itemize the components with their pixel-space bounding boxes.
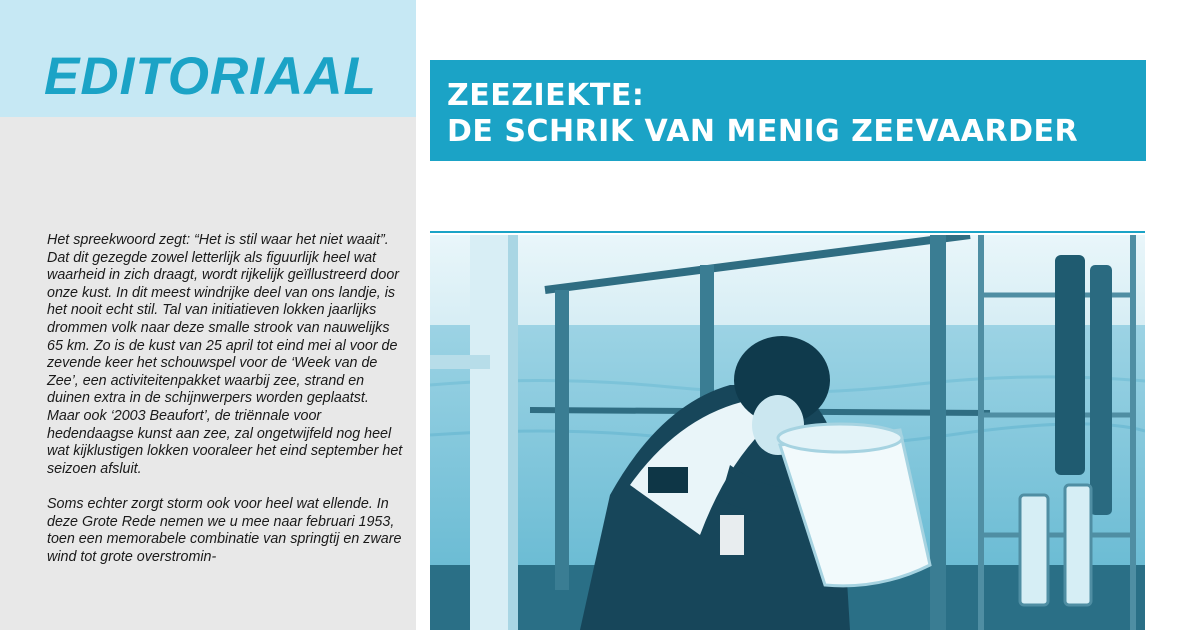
article-headline-box (430, 60, 1146, 161)
editorial-body (47, 232, 403, 584)
photo-illustration (430, 235, 1145, 630)
article-divider-rule (430, 231, 1145, 233)
article-headline-line-1: ZEEZIEKTE: (447, 78, 645, 113)
article-headline-line-2: DE SCHRIK VAN MENIG ZEEVAARDER (447, 114, 1079, 149)
editorial-paragraph-2: Soms echter zorgt storm ook voor heel wat ellende. In deze Grote Rede nemen we u mee naar februari 1953, toen een memorabele combinatie van springtij en zware wind tot grote overstromin- (47, 495, 402, 565)
editorial-paragraph-1: Het spreekwoord zegt: “Het is stil waar het niet waait”. Dat dit gezegde zowel letterlijk als figuurlijk heel wat waarheid in zich draagt, wordt rijkelijk geïllustreerd door onze kust. In dit meest windrijke deel van ons landje, is het nooit echt stil. Tal van initiatieven lokken jaarlijks drommen volk naar deze smalle strook van nauwelijks 65 km. Zo is de kust van 25 april tot eind mei al voor de zevende keer het schouwspel voor de ‘Week van de Zee’, een activiteitenpakket waarbij zee, strand en duinen extra in de schijnwerpers worden geplaatst. Maar ook ‘2003 Beaufort’, de triënnale voor hedendaagse kunst aan zee, zal ongetwijfeld nog heel wat kijklustigen lokken vooraleer het eind september het seizoen afsluit. (47, 232, 403, 477)
editorial-title: EDITORIAAL (44, 47, 377, 106)
article-photo (430, 235, 1145, 630)
